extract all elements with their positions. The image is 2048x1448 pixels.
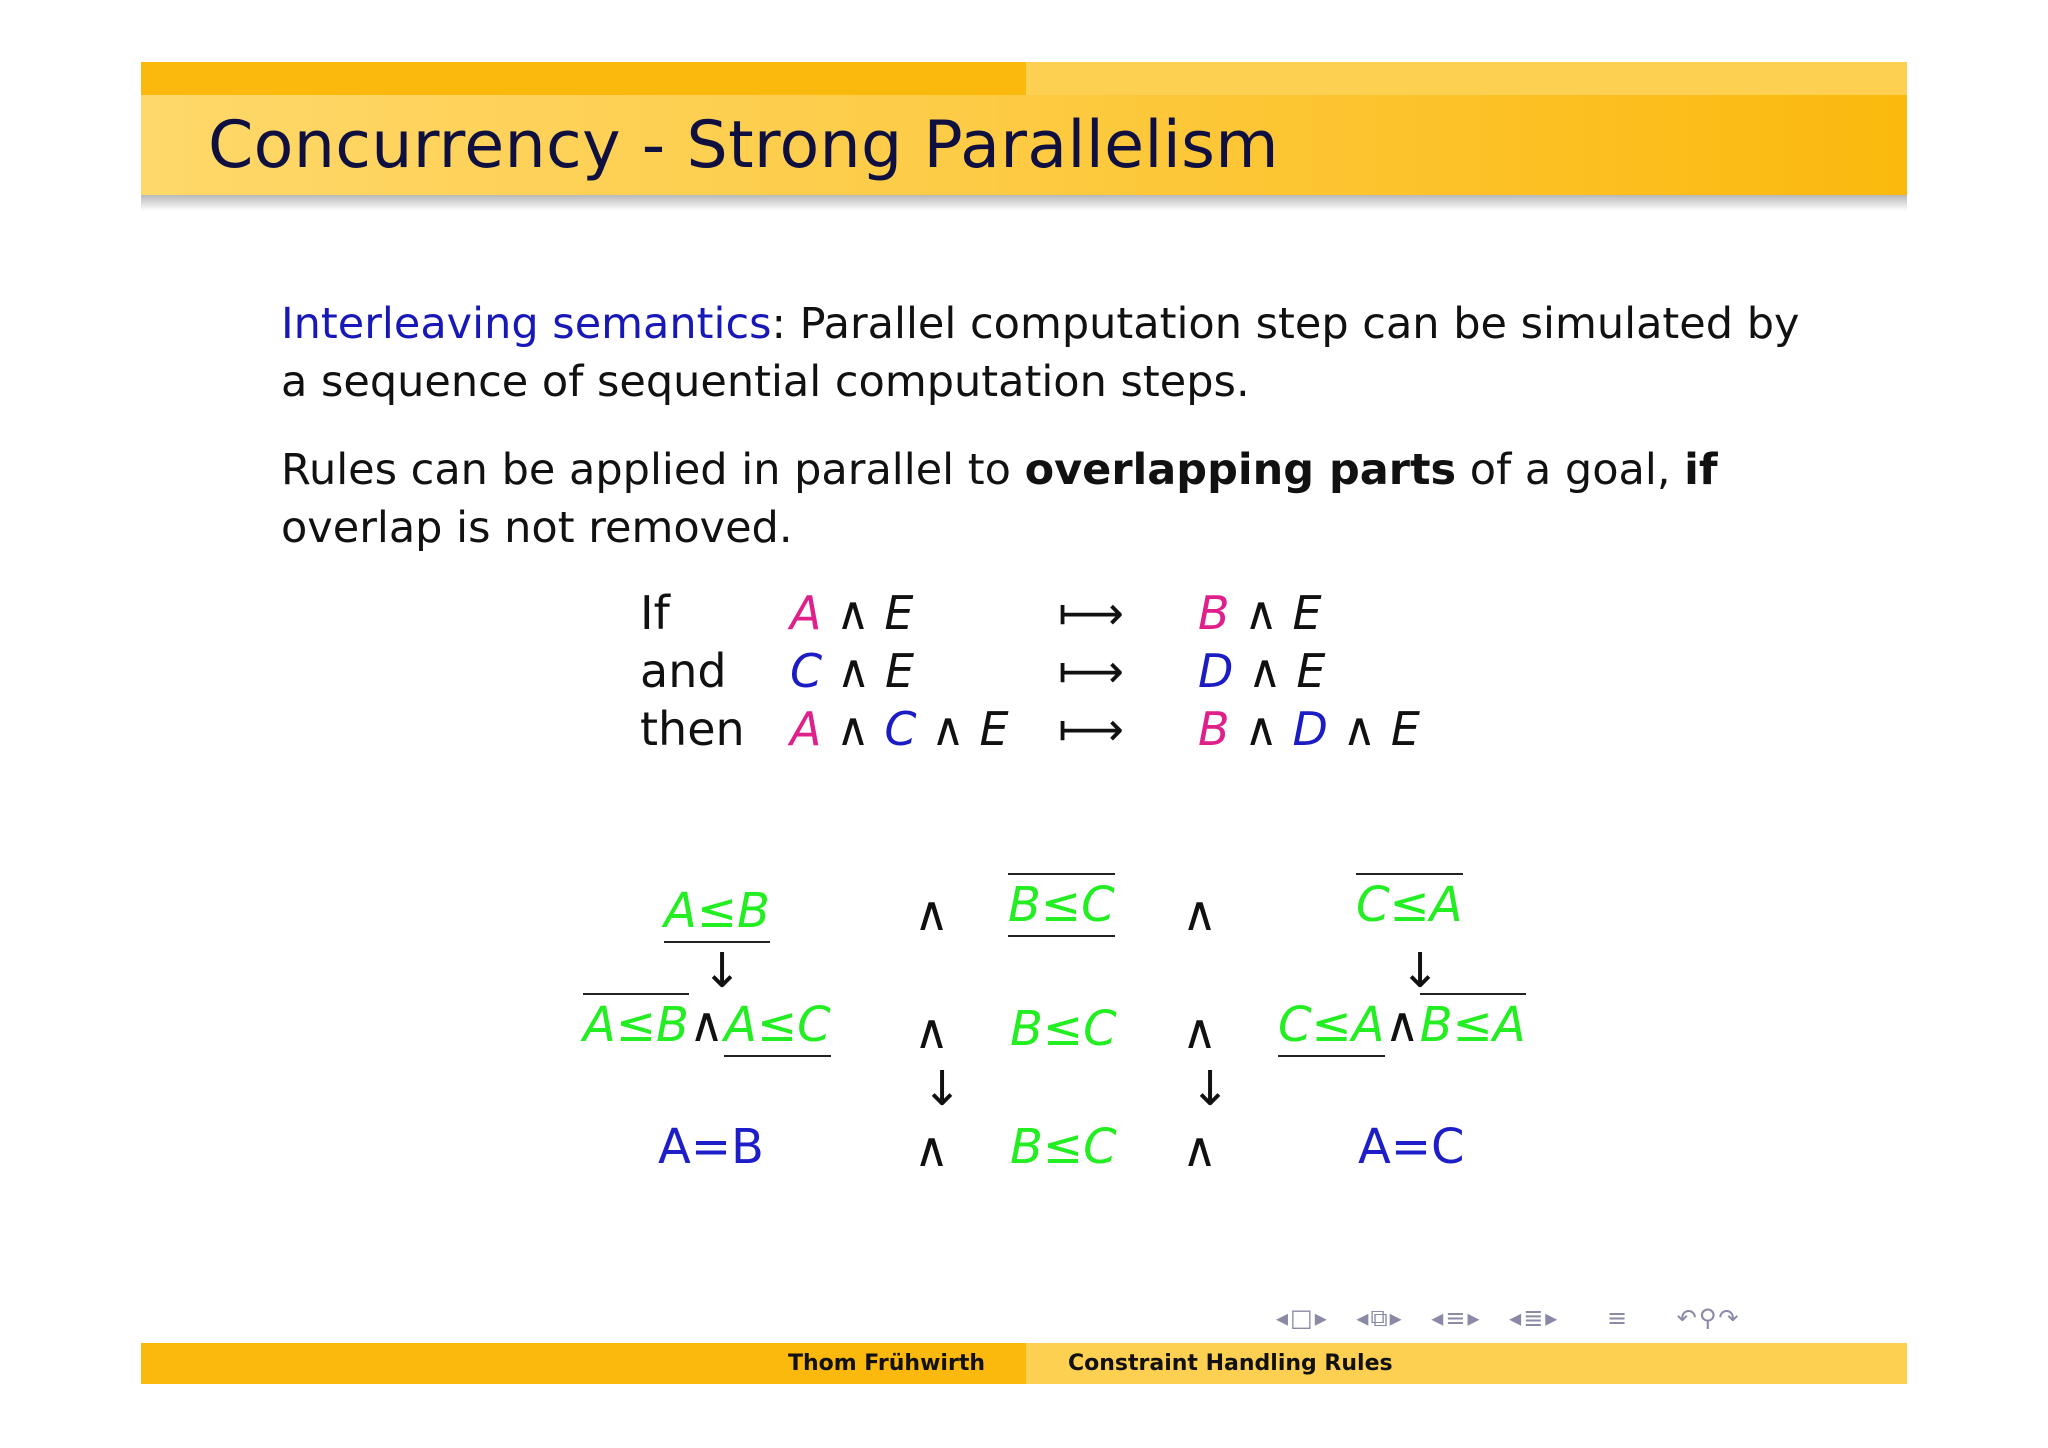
diagram-r3-eq-ac: A=C [1358, 1119, 1465, 1175]
toc-icon[interactable]: ≡ [1606, 1304, 1630, 1332]
constraint-b-le-c: B≤C [1008, 873, 1115, 937]
constraint-c-le-a: C≤A [1356, 873, 1463, 933]
var-a: A [790, 586, 822, 640]
var-d: D [1198, 644, 1234, 698]
var-e: E [885, 644, 915, 698]
rule-1-lhs [790, 585, 913, 641]
arrow-down-right: ↓ [1400, 943, 1441, 999]
slide-title: Concurrency - Strong Parallelism [208, 108, 1279, 183]
arrow-down-left: ↓ [702, 943, 743, 999]
diagram-r1-and-1: ∧ [914, 886, 950, 942]
rule-2-arrow: ⟼ [1058, 644, 1124, 698]
constraint-b-le-a: B≤A [1420, 993, 1526, 1053]
and-op: ∧ [1384, 997, 1420, 1053]
rule-1-rhs [1198, 585, 1322, 641]
subsubsection-icon[interactable]: ≣ [1523, 1304, 1546, 1332]
diagram-r3-and-2: ∧ [1182, 1122, 1218, 1178]
diagram-r1-bc [1008, 876, 1115, 934]
var-d: D [1292, 702, 1328, 756]
diagram-r2-bc: B≤C [1010, 1001, 1117, 1057]
subsection-prev-icon[interactable]: ◂ [1356, 1304, 1371, 1332]
rule-2-lhs [790, 643, 914, 699]
and-op: ∧ [688, 997, 725, 1053]
diagram-r1-ca [1356, 876, 1463, 934]
diagram-r1-and-2: ∧ [1182, 886, 1218, 942]
keyword-then: then [640, 702, 745, 756]
rule-3-arrow: ⟼ [1058, 702, 1124, 756]
and-op: ∧ [1248, 644, 1282, 698]
keyword-if: If [640, 586, 670, 640]
constraint-a-le-b: A≤B [664, 883, 770, 943]
paragraph-2-text-c: overlap is not removed. [281, 503, 793, 553]
section-next-icon[interactable]: ▸ [1467, 1304, 1482, 1332]
var-c: C [790, 644, 823, 698]
section-icon[interactable]: ≡ [1445, 1304, 1468, 1332]
constraint-a-le-c: A≤C [724, 997, 831, 1057]
constraint-c-le-a: C≤A [1278, 997, 1385, 1057]
var-e: E [1390, 702, 1420, 756]
var-c: C [884, 702, 917, 756]
diagram-r2-right [1278, 996, 1526, 1054]
footer-talk-title: Constraint Handling Rules [1068, 1351, 1393, 1376]
bold-if: if [1684, 445, 1718, 495]
subsubsection-prev-icon[interactable]: ◂ [1509, 1304, 1524, 1332]
var-e: E [884, 586, 914, 640]
footer-right [1026, 1343, 1907, 1384]
header-band-right [1026, 62, 1907, 95]
subsection-icon[interactable]: ⧉ [1370, 1304, 1390, 1332]
var-e: E [1296, 644, 1326, 698]
footer-left [141, 1343, 1026, 1384]
and-op: ∧ [931, 702, 965, 756]
paragraph-interleaving [281, 295, 1801, 411]
header-band-left [141, 62, 1026, 95]
and-op: ∧ [836, 702, 870, 756]
beamer-navigation [1276, 1302, 1741, 1334]
var-e: E [1292, 586, 1322, 640]
rule-3-lhs [790, 701, 1009, 757]
diagram-r3-and-1: ∧ [914, 1122, 950, 1178]
and-op: ∧ [836, 644, 871, 698]
redo-icon[interactable]: ↷ [1718, 1304, 1741, 1332]
constraint-b-le-c: B≤C [1010, 1119, 1117, 1175]
and-op: ∧ [1244, 702, 1278, 756]
rule-3-rhs [1198, 701, 1420, 757]
diagram-r2-and-2: ∧ [1182, 1004, 1218, 1060]
and-op: ∧ [1342, 702, 1377, 756]
subsection-next-icon[interactable]: ▸ [1389, 1304, 1404, 1332]
var-e: E [979, 702, 1009, 756]
paragraph-overlap [281, 441, 1801, 557]
diagram-r2-left [583, 996, 831, 1054]
and-op: ∧ [1244, 586, 1278, 640]
undo-icon[interactable]: ↶ [1676, 1304, 1699, 1332]
rule-2-rhs [1198, 643, 1325, 699]
bold-overlapping-parts: overlapping parts [1024, 445, 1457, 495]
section-prev-icon[interactable]: ◂ [1431, 1304, 1446, 1332]
frame-next-icon[interactable]: ▸ [1314, 1304, 1329, 1332]
arrow-down-mid-right: ↓ [1190, 1061, 1231, 1117]
var-b: B [1198, 586, 1230, 640]
diagram-r1-ab [664, 882, 770, 940]
arrow-down-mid-left: ↓ [922, 1061, 963, 1117]
diagram-r2-and-1: ∧ [914, 1004, 950, 1060]
paragraph-2-text-a: Rules can be applied in parallel to [281, 445, 1025, 495]
var-b: B [1198, 702, 1230, 756]
rule-1-arrow: ⟼ [1058, 586, 1124, 640]
subsubsection-next-icon[interactable]: ▸ [1545, 1304, 1560, 1332]
var-a: A [790, 702, 822, 756]
footer-author: Thom Frühwirth [787, 1351, 985, 1376]
constraint-a-le-b: A≤B [583, 993, 689, 1053]
keyword-and: and [640, 644, 727, 698]
frame-prev-icon[interactable]: ◂ [1276, 1304, 1291, 1332]
frame-icon[interactable]: □ [1290, 1304, 1315, 1332]
paragraph-2-text-b: of a goal, [1456, 445, 1685, 495]
diagram-r3-bc [1010, 1118, 1117, 1176]
paragraph-1-text: : Parallel computation step can be simulated by a sequence of sequential computation steps. [281, 299, 1800, 407]
diagram-r3-eq-ab: A=B [658, 1119, 764, 1175]
search-icon[interactable]: ⚲ [1698, 1304, 1719, 1332]
title-bar-shadow [141, 195, 1907, 211]
term-interleaving-semantics: Interleaving semantics [281, 299, 772, 349]
and-op: ∧ [836, 586, 870, 640]
